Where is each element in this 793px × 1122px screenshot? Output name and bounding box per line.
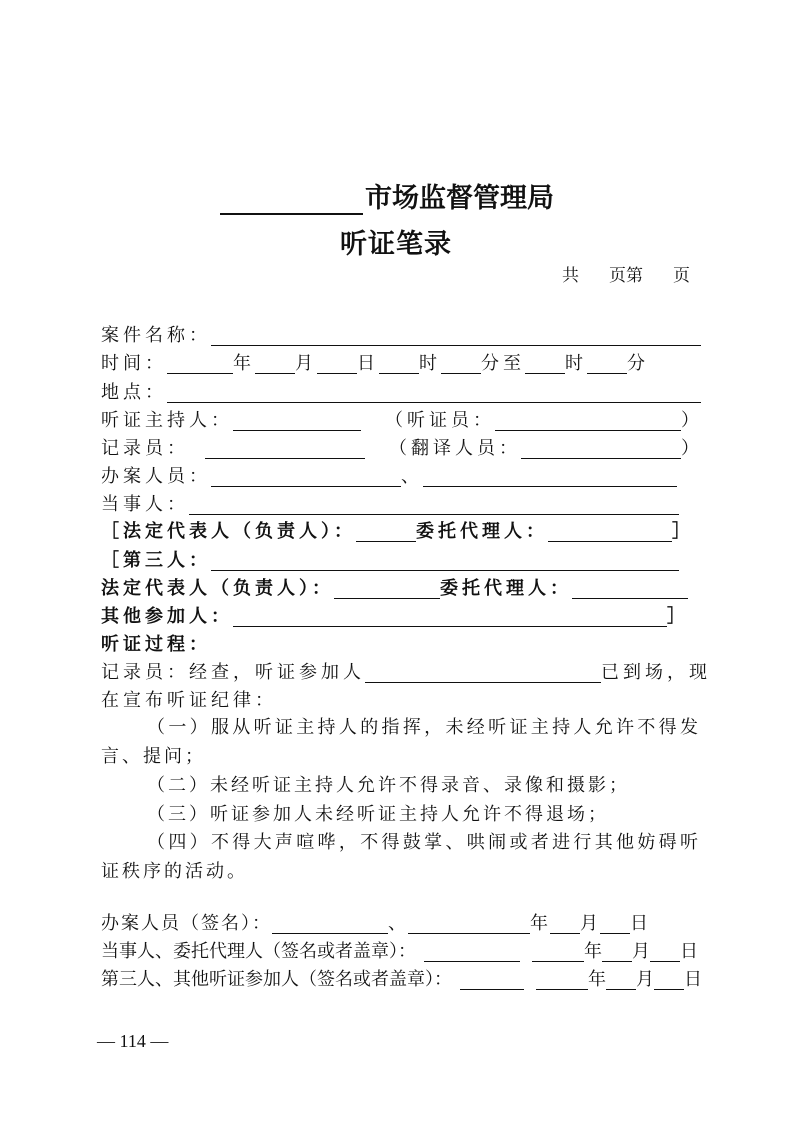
day-field[interactable] xyxy=(650,941,680,962)
signature-label: 第三人、其他听证参加人（签名或者盖章）： xyxy=(101,969,452,990)
translator-label: （翻译人员： xyxy=(389,438,521,459)
pager-current-suffix: 页 xyxy=(673,266,690,286)
pager-total-prefix: 共 xyxy=(562,266,579,286)
separator: 、 xyxy=(388,913,408,934)
month-field[interactable] xyxy=(550,913,580,934)
signature-field-1[interactable] xyxy=(424,941,520,962)
recorder-label: 记录员： xyxy=(101,438,189,459)
document-title: 听证笔录 xyxy=(340,229,452,260)
signature-field-1[interactable] xyxy=(460,969,524,990)
place-label: 地点： xyxy=(101,382,167,403)
year-label: 年 xyxy=(584,941,602,962)
place-row xyxy=(101,380,701,406)
recorder-intro-text: 记录员：经查，听证参加人 xyxy=(101,662,365,683)
month-field[interactable] xyxy=(255,353,295,374)
party-row xyxy=(101,492,679,518)
recorder-field[interactable] xyxy=(205,438,365,459)
host-label: 听证主持人： xyxy=(101,410,233,431)
third-party-agent-label: 委托代理人： xyxy=(440,578,572,599)
separator: 、 xyxy=(401,466,423,487)
day-label: 日 xyxy=(630,913,650,934)
agent-field[interactable] xyxy=(548,521,672,542)
place-field[interactable] xyxy=(167,382,701,403)
third-party-legal-rep-field[interactable] xyxy=(334,578,440,599)
rule-2: （二）未经听证主持人允许不得录音、录像和摄影； xyxy=(147,775,630,796)
signature-label: 办案人员（签名）： xyxy=(101,913,272,934)
signature-field-1[interactable] xyxy=(272,913,388,934)
hour-label: 时 xyxy=(419,353,441,374)
month-label: 月 xyxy=(580,913,600,934)
third-party-field[interactable] xyxy=(211,550,679,571)
page-number: — 114 — xyxy=(97,1031,169,1051)
party-field[interactable] xyxy=(189,494,679,515)
close-bracket: ］ xyxy=(672,521,694,542)
legal-rep-field[interactable] xyxy=(356,521,416,542)
process-heading: 听证过程： xyxy=(101,634,211,655)
year-label: 年 xyxy=(233,353,255,374)
signature-field-2[interactable] xyxy=(408,913,530,934)
time-row xyxy=(101,351,649,377)
case-handler-1-field[interactable] xyxy=(211,466,401,487)
legal-rep-row xyxy=(101,519,694,545)
rule-4: （四）不得大声喧哗，不得鼓掌、哄闹或者进行其他妨碍听证秩序的活动。 xyxy=(101,832,701,882)
signature-row-third-party xyxy=(101,967,702,993)
signature-row-case-handlers xyxy=(101,911,650,937)
case-name-label: 案件名称： xyxy=(101,325,211,346)
case-handlers-label: 办案人员： xyxy=(101,466,211,487)
end-minute-field[interactable] xyxy=(587,353,627,374)
close-paren: ） xyxy=(681,438,703,459)
recorder-intro-line xyxy=(101,660,711,686)
pager-total-suffix: 页第 xyxy=(609,266,643,286)
page-counter xyxy=(562,261,690,286)
month-field[interactable] xyxy=(602,941,632,962)
case-name-field[interactable] xyxy=(211,325,701,346)
hearing-officer-label: （听证员： xyxy=(385,410,495,431)
legal-rep-label: ［法定代表人（负责人）： xyxy=(101,521,356,542)
close-paren: ） xyxy=(681,410,703,431)
year-field[interactable] xyxy=(167,353,233,374)
time-label: 时间： xyxy=(101,353,167,374)
case-name-row xyxy=(101,323,701,349)
signature-label: 当事人、委托代理人（签名或者盖章）： xyxy=(101,941,416,962)
signature-field-2[interactable] xyxy=(536,969,588,990)
month-label: 月 xyxy=(636,969,654,990)
case-handler-2-field[interactable] xyxy=(423,466,677,487)
other-participants-row xyxy=(101,604,689,630)
month-field[interactable] xyxy=(606,969,636,990)
month-label: 月 xyxy=(632,941,650,962)
day-label: 日 xyxy=(357,353,379,374)
agency-name-blank[interactable] xyxy=(220,187,363,215)
party-label: 当事人： xyxy=(101,494,189,515)
agent-label: 委托代理人： xyxy=(416,521,548,542)
year-label: 年 xyxy=(530,913,550,934)
translator-field[interactable] xyxy=(521,438,681,459)
agency-title xyxy=(220,176,554,215)
participants-present-field[interactable] xyxy=(365,662,601,683)
hour-field[interactable] xyxy=(379,353,419,374)
recorder-row xyxy=(101,436,703,462)
other-participants-field[interactable] xyxy=(233,606,667,627)
minute-field[interactable] xyxy=(441,353,481,374)
end-hour-field[interactable] xyxy=(525,353,565,374)
third-party-legal-rep-row xyxy=(101,576,688,602)
day-field[interactable] xyxy=(317,353,357,374)
agency-suffix: 市场监督管理局 xyxy=(365,183,554,214)
close-bracket: ］ xyxy=(667,606,689,627)
recorder-intro-text-b: 已到场，现 xyxy=(601,662,711,683)
minute-to-label: 分至 xyxy=(481,353,525,374)
hearing-officer-field[interactable] xyxy=(495,410,681,431)
rule-3: （三）听证参加人未经听证主持人允许不得退场； xyxy=(147,804,609,825)
signature-row-party xyxy=(101,939,698,965)
year-label: 年 xyxy=(588,969,606,990)
signature-field-2[interactable] xyxy=(532,941,584,962)
third-party-row xyxy=(101,548,679,574)
host-field[interactable] xyxy=(233,410,361,431)
day-field[interactable] xyxy=(654,969,684,990)
day-label: 日 xyxy=(684,969,702,990)
case-handlers-row xyxy=(101,464,677,490)
end-minute-label: 分 xyxy=(627,353,649,374)
month-label: 月 xyxy=(295,353,317,374)
rule-1: （一）服从听证主持人的指挥，未经听证主持人允许不得发言、提问； xyxy=(101,717,701,767)
day-label: 日 xyxy=(680,941,698,962)
host-row xyxy=(101,408,703,434)
end-hour-label: 时 xyxy=(565,353,587,374)
third-party-agent-field[interactable] xyxy=(572,578,688,599)
third-party-legal-rep-label: 法定代表人（负责人）： xyxy=(101,578,334,599)
third-party-label: ［第三人： xyxy=(101,550,211,571)
recorder-intro-line-2: 在宣布听证纪律： xyxy=(101,690,277,711)
other-participants-label: 其他参加人： xyxy=(101,606,233,627)
day-field[interactable] xyxy=(600,913,630,934)
